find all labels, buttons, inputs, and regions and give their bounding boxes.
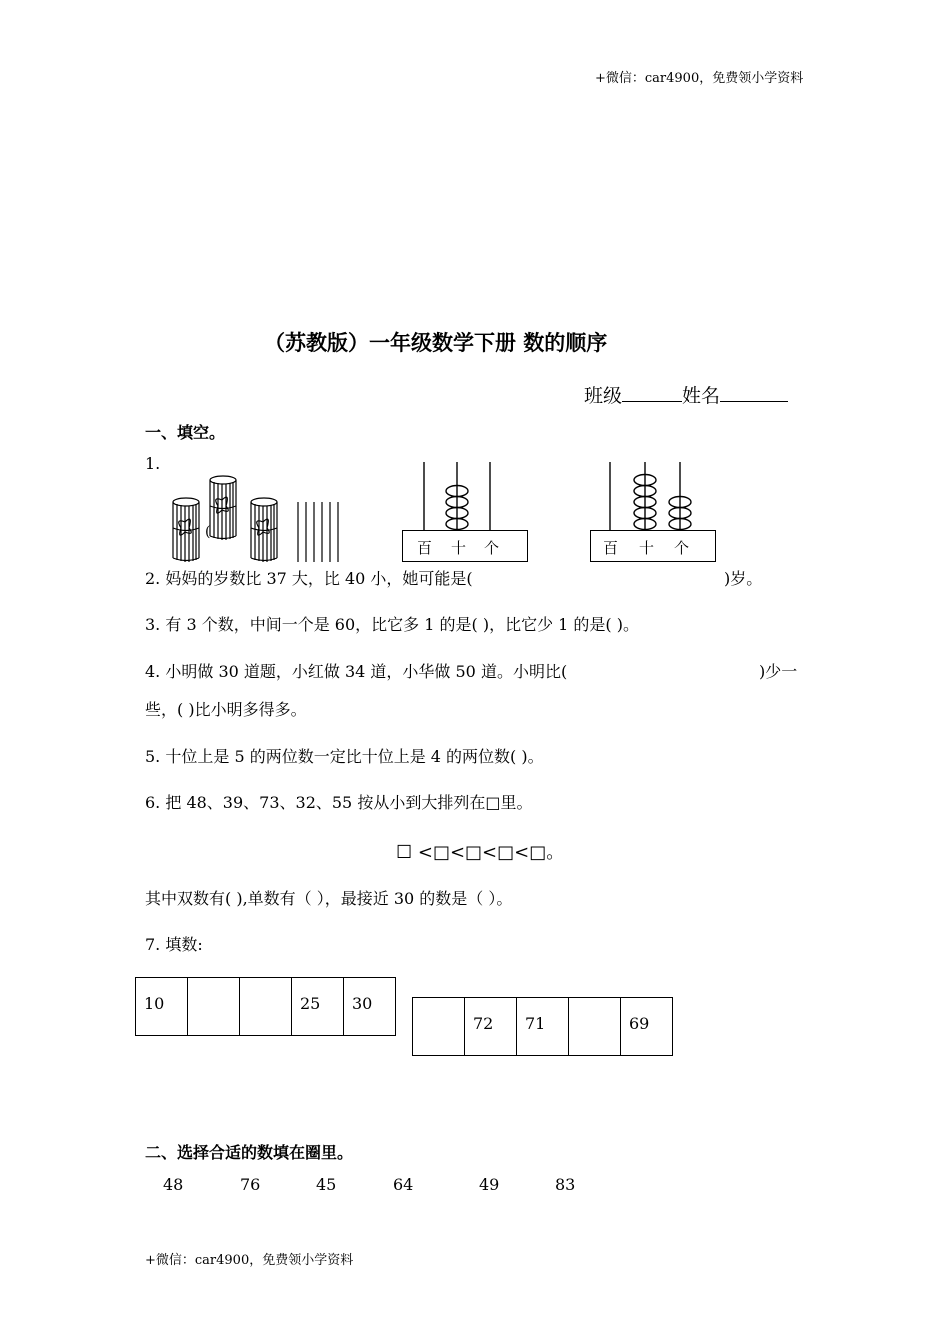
abacus-2-ones-label: 个 xyxy=(674,539,690,557)
name-blank[interactable] xyxy=(720,387,788,402)
choice-number: 76 xyxy=(240,1175,261,1194)
bundle-of-ten-icon xyxy=(173,498,199,562)
header-watermark: +微信：car4900，免费领小学资料 xyxy=(595,71,804,86)
page-title: （苏教版）一年级数学下册 数的顺序 xyxy=(264,331,608,355)
choice-number: 45 xyxy=(316,1175,337,1194)
q7-text: 7. 填数: xyxy=(145,935,203,954)
number-table-2 xyxy=(412,997,673,1056)
q1-paren: ( xyxy=(205,524,211,540)
q6-line3: 其中双数有( ),单数有（ ），最接近 30 的数是（ ）。 xyxy=(145,889,513,908)
table-1-cell: 30 xyxy=(344,978,396,1036)
choice-number: 48 xyxy=(163,1175,184,1194)
abacus-1-tens-label: 十 xyxy=(451,539,467,557)
q6-boxes[interactable]: ☐ <□<□<□<□。 xyxy=(396,842,565,863)
q2-end: )岁。 xyxy=(724,569,763,588)
section-2-heading: 二、选择合适的数填在圈里。 xyxy=(145,1143,354,1162)
q4-line2: 些，( )比小明多得多。 xyxy=(145,700,307,719)
abacus-2-tens-label: 十 xyxy=(639,539,655,557)
q2-text: 2. 妈妈的岁数比 37 大，比 40 小，她可能是( xyxy=(145,569,473,588)
table-1-cell: 25 xyxy=(292,978,344,1036)
number-table-1 xyxy=(135,977,396,1036)
table-1-cell: 10 xyxy=(136,978,188,1036)
bundle-of-ten-icon xyxy=(251,498,277,562)
table-2-cell: 72 xyxy=(465,998,517,1056)
section-1-heading: 一、填空。 xyxy=(145,423,226,442)
choice-number: 83 xyxy=(555,1175,576,1194)
bundle-of-ten-icon xyxy=(210,476,236,540)
class-blank[interactable] xyxy=(622,387,682,402)
table-2-cell[interactable] xyxy=(569,998,621,1056)
student-info xyxy=(584,381,788,408)
name-label: 姓名 xyxy=(682,385,721,407)
choice-number: 64 xyxy=(393,1175,414,1194)
table-2-cell: 69 xyxy=(621,998,673,1056)
abacus-2-label-bar xyxy=(590,530,716,562)
table-2-cell[interactable] xyxy=(413,998,465,1056)
abacus-1-hundreds-label: 百 xyxy=(417,539,433,557)
q4-line1-end: )少一 xyxy=(759,662,798,681)
q5-text: 5. 十位上是 5 的两位数一定比十位上是 4 的两位数( )。 xyxy=(145,747,544,766)
table-1-cell[interactable] xyxy=(188,978,240,1036)
choice-number: 49 xyxy=(479,1175,500,1194)
q4-line1: 4. 小明做 30 道题，小红做 34 道，小华做 50 道。小明比( xyxy=(145,662,568,681)
stick-bundles-illustration xyxy=(165,470,345,570)
q3-text: 3. 有 3 个数，中间一个是 60，比它多 1 的是( )，比它少 1 的是( )。 xyxy=(145,615,639,634)
q1-number: 1. xyxy=(145,454,161,473)
q6-text: 6. 把 48、39、73、32、55 按从小到大排列在□里。 xyxy=(145,793,533,812)
footer-watermark: +微信：car4900，免费领小学资料 xyxy=(145,1253,354,1268)
class-label: 班级 xyxy=(584,385,623,407)
abacus-2-hundreds-label: 百 xyxy=(603,539,619,557)
abacus-1-label-bar xyxy=(402,530,528,562)
abacus-1-ones-label: 个 xyxy=(484,539,500,557)
single-sticks-icon xyxy=(298,502,338,562)
table-1-cell[interactable] xyxy=(240,978,292,1036)
table-2-cell: 71 xyxy=(517,998,569,1056)
